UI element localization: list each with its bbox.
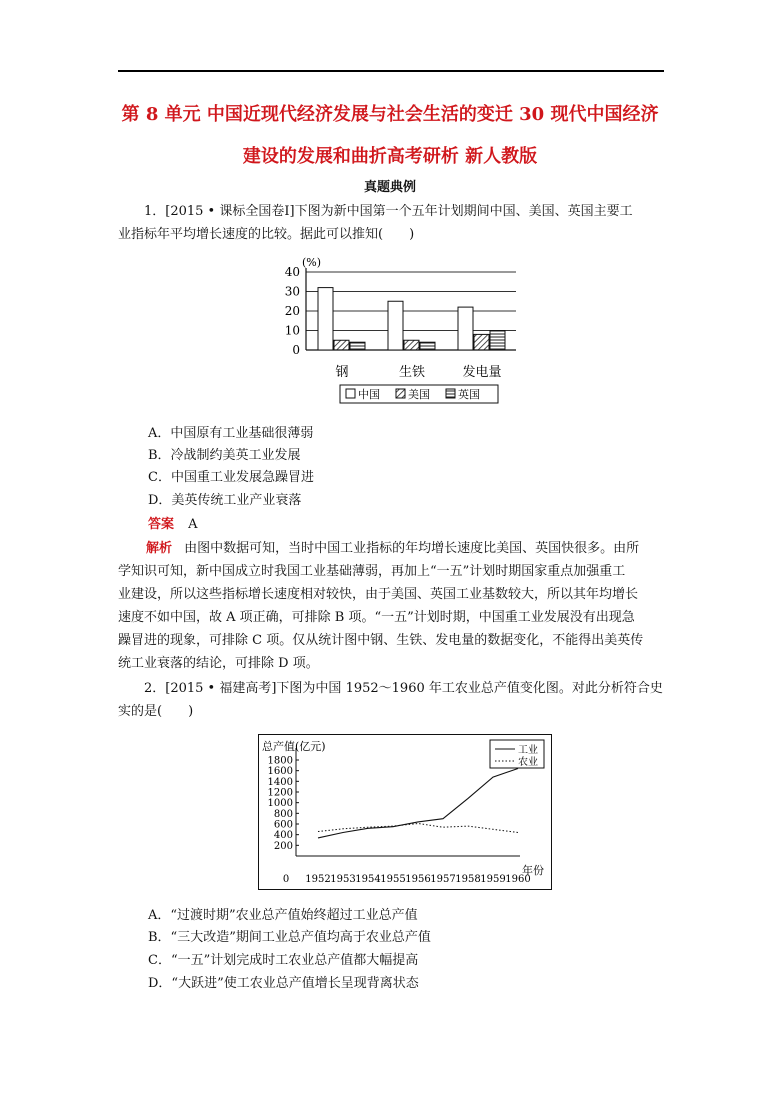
bar-美国 — [404, 340, 419, 350]
answer-value: A — [188, 517, 198, 532]
y-tick-label: 1000 — [267, 798, 293, 810]
q1-analysis-line3: 业建设，所以这些指标增长速度相对较快，由于美国、英国工业基数较大，所以其年均增长 — [118, 587, 639, 602]
analysis-label: 解析 — [146, 541, 173, 556]
x-tick-label: 1958 — [455, 874, 481, 885]
x-tick-label: 1956 — [405, 874, 431, 885]
q1-analysis-line5: 躁冒进的现象，可排除 C 项。仅从统计图中钢、生铁、发电量的数据变化，不能得出美英传 — [118, 633, 644, 648]
q2-stem-line2: 实的是( ) — [118, 704, 194, 719]
q2-option-a: A．“过渡时期”农业总产值始终超过工业总产值 — [148, 908, 418, 923]
x-tick-label: 1957 — [430, 874, 456, 885]
q1-analysis-line4: 速度不如中国，故 A 项正确，可排除 B 项。“一五”计划时期，中国重工业发展没有出现急 — [118, 610, 635, 625]
legend-label: 中国 — [358, 388, 380, 401]
x-tick-label: 1954 — [355, 874, 381, 885]
q1-stem-line2: 业指标年平均增长速度的比较。据此可以推知( ) — [118, 227, 415, 242]
y-tick-label: 1200 — [267, 787, 293, 799]
answer-label: 答案 — [148, 517, 175, 532]
line-chart — [258, 734, 552, 890]
legend-swatch — [446, 389, 455, 398]
bar-中国 — [318, 288, 333, 350]
q1-option-c: C．中国重工业发展急躁冒进 — [148, 470, 314, 485]
page-title-line1: 第 8 单元 中国近现代经济发展与社会生活的变迁 30 现代中国经济 — [121, 104, 659, 125]
y-tick-label: 1400 — [267, 776, 293, 788]
y-tick-label: 800 — [273, 808, 293, 820]
x-tick-label: 1959 — [480, 874, 506, 885]
x-tick-label: 1955 — [380, 874, 406, 885]
legend-swatch — [346, 389, 355, 398]
bar-英国 — [350, 342, 365, 350]
y-tick-label: 40 — [284, 265, 300, 279]
q1-analysis-line1 — [118, 537, 666, 560]
q2-option-d: D．“大跃进”使工农业总产值增长呈现背离状态 — [148, 976, 419, 991]
x-category-label: 发电量 — [462, 365, 502, 380]
legend-swatch — [396, 389, 405, 398]
y-tick-label: 400 — [273, 830, 293, 842]
x-tick-label: 1952 — [305, 874, 331, 885]
q2-stem-line1: 2．[2015 • 福建高考]下图为中国 1952～1960 年工农业总产值变化图。对此分析符合史 — [144, 681, 663, 696]
y-tick-label: 600 — [273, 819, 293, 831]
y-axis-label: (%) — [302, 256, 322, 269]
q2-option-b: B．“三大改造”期间工业总产值均高于农业总产值 — [148, 930, 431, 945]
page-title-line2: 建设的发展和曲折高考研析 新人教版 — [242, 146, 538, 167]
y-axis-label: 总产值(亿元) — [262, 740, 326, 753]
section-heading: 真题典例 — [363, 180, 416, 195]
x-tick-label: 1953 — [330, 874, 356, 885]
legend-label: 美国 — [408, 388, 430, 401]
y-tick-label: 10 — [284, 323, 300, 338]
q1-analysis-line2: 学知识可知，新中国成立时我国工业基础薄弱，再加上“一五”计划时期国家重点加强重工 — [118, 564, 626, 579]
bar-chart — [270, 252, 530, 410]
q2-option-c: C．“一五”计划完成时工农业总产值都大幅提高 — [148, 953, 419, 968]
q1-answer — [148, 515, 198, 535]
y-tick-label: 20 — [284, 304, 300, 318]
bar-中国 — [458, 307, 473, 350]
y-tick-label: 30 — [284, 284, 300, 299]
x-tick-label: 1960 — [505, 874, 531, 885]
q1-option-d: D．美英传统工业产业衰落 — [148, 493, 302, 508]
legend-label: 农业 — [518, 757, 538, 768]
chart-legend — [340, 385, 498, 403]
bar-中国 — [388, 301, 403, 350]
header-rule — [118, 70, 664, 72]
bar-英国 — [490, 331, 505, 351]
legend-label: 英国 — [458, 388, 480, 401]
analysis-text-1: 由图中数据可知，当时中国工业指标的年均增长速度比美国、英国快很多。由所 — [184, 541, 640, 556]
y-tick-label: 1600 — [267, 766, 293, 778]
bar-英国 — [420, 342, 435, 350]
bar-美国 — [334, 340, 349, 350]
x-category-label: 钢 — [335, 365, 349, 380]
q1-option-b: B．冷战制约美英工业发展 — [148, 448, 301, 463]
chart-legend — [490, 740, 544, 768]
y-tick-label: 1800 — [267, 755, 293, 767]
x-axis-label: 年份 — [522, 864, 544, 877]
origin-label: 0 — [282, 874, 290, 885]
q1-option-a: A．中国原有工业基础很薄弱 — [148, 426, 314, 441]
x-category-label: 生铁 — [398, 365, 426, 380]
q1-analysis-line6: 统工业衰落的结论，可排除 D 项。 — [118, 656, 319, 671]
y-tick-label: 200 — [273, 840, 293, 852]
bar-美国 — [474, 334, 489, 350]
y-tick-label: 0 — [292, 343, 300, 357]
legend-label: 工业 — [518, 745, 538, 756]
q1-stem-line1: 1．[2015 • 课标全国卷Ⅰ]下图为新中国第一个五年计划期间中国、美国、英国主要工 — [144, 204, 633, 219]
